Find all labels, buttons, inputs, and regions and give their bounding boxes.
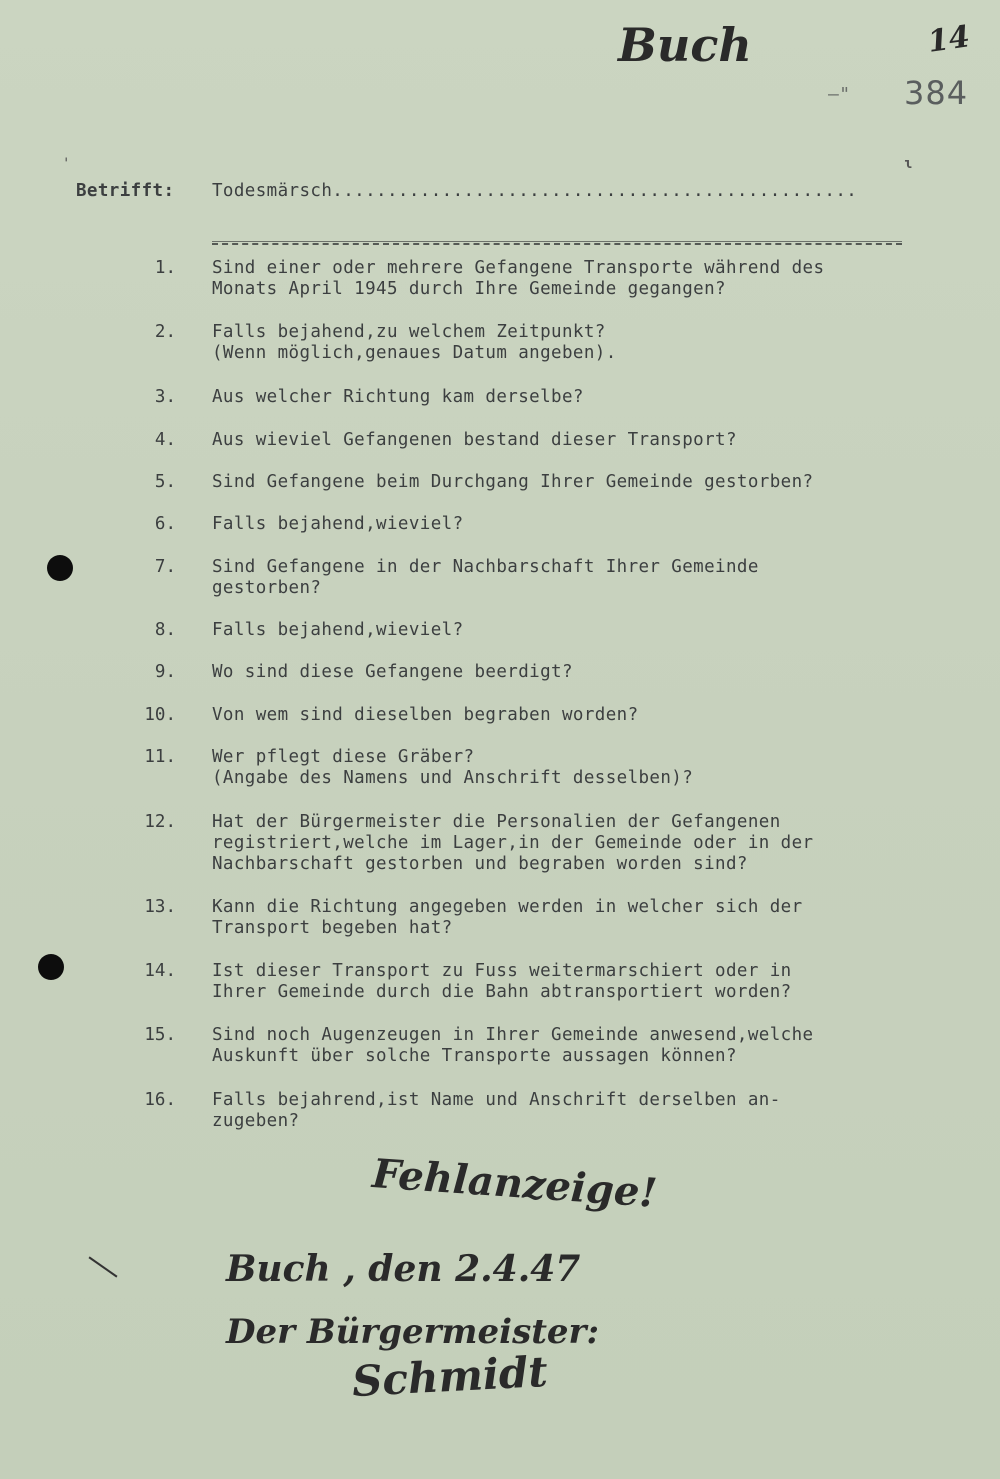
subject-value: Todesmärsch................................................ [212,181,858,201]
signature: Schmidt [350,1346,549,1407]
question-number: 16. [144,1090,176,1110]
question-text: Hat der Bürgermeister die Personalien der Gefangenen registriert,welche im Lager,in der Gemeinde oder in der Nachbarschaft gestorben und begraben worden sind? [212,812,814,874]
margin-mark: ' [62,156,71,172]
question-number: 4. [154,430,176,450]
question-text: Falls bejahend,wieviel? [212,514,464,534]
punch-hole [38,954,64,980]
separator-line-dashed [212,243,902,245]
separator-line [212,241,902,242]
question-number: 9. [154,662,176,682]
question-text: Von wem sind dieselben begraben worden? [212,705,639,725]
question-number: 12. [144,812,176,832]
question-text: Kann die Richtung angegeben werden in welcher sich der Transport begeben hat? [212,897,803,938]
question-number: 10. [144,705,176,725]
document-number: 384 [904,74,969,112]
question-text: Aus wieviel Gefangenen bestand dieser Transport? [212,430,737,450]
question-text: Falls bejahrend,ist Name und Anschrift derselben an- zugeben? [212,1090,781,1131]
question-text: Sind Gefangene beim Durchgang Ihrer Gemeinde gestorben? [212,472,814,492]
question-text: Sind Gefangene in der Nachbarschaft Ihrer Gemeinde gestorben? [212,557,759,598]
punch-hole [47,555,73,581]
subject-label: Betrifft: [76,181,175,201]
question-text: Ist dieser Transport zu Fuss weitermarschiert oder in Ihrer Gemeinde durch die Bahn abtransportiert worden? [212,961,792,1002]
question-text: Falls bejahend,wieviel? [212,620,464,640]
question-text: Wer pflegt diese Gräber? (Angabe des Namens und Anschrift desselben)? [212,747,694,788]
question-text: Wo sind diese Gefangene beerdigt? [212,662,573,682]
question-number: 1. [154,258,176,278]
dash-mark: –" [828,84,851,105]
place-handwritten: Buch [618,18,752,72]
handwritten-title: Der Bürgermeister: [226,1312,600,1352]
stray-mark [89,1256,118,1277]
question-text: Falls bejahend,zu welchem Zeitpunkt? (Wenn möglich,genaues Datum angeben). [212,322,617,363]
question-text: Sind einer oder mehrere Gefangene Transporte während des Monats April 1945 durch Ihre Gemeinde gegangen? [212,258,825,299]
question-number: 3. [154,387,176,407]
page-mark: 14 [925,19,972,60]
handwritten-place-date: Buch , den 2.4.47 [226,1248,581,1290]
handwritten-answer: Fehlanzeige! [370,1150,659,1217]
question-number: 5. [154,472,176,492]
question-number: 13. [144,897,176,917]
question-number: 8. [154,620,176,640]
margin-mark: ɩ [904,156,913,172]
question-number: 15. [144,1025,176,1045]
question-number: 7. [154,557,176,577]
question-number: 2. [154,322,176,342]
question-number: 11. [144,747,176,767]
question-text: Aus welcher Richtung kam derselbe? [212,387,584,407]
question-text: Sind noch Augenzeugen in Ihrer Gemeinde anwesend,welche Auskunft über solche Transporte aussagen können? [212,1025,814,1066]
question-number: 14. [144,961,176,981]
question-number: 6. [154,514,176,534]
